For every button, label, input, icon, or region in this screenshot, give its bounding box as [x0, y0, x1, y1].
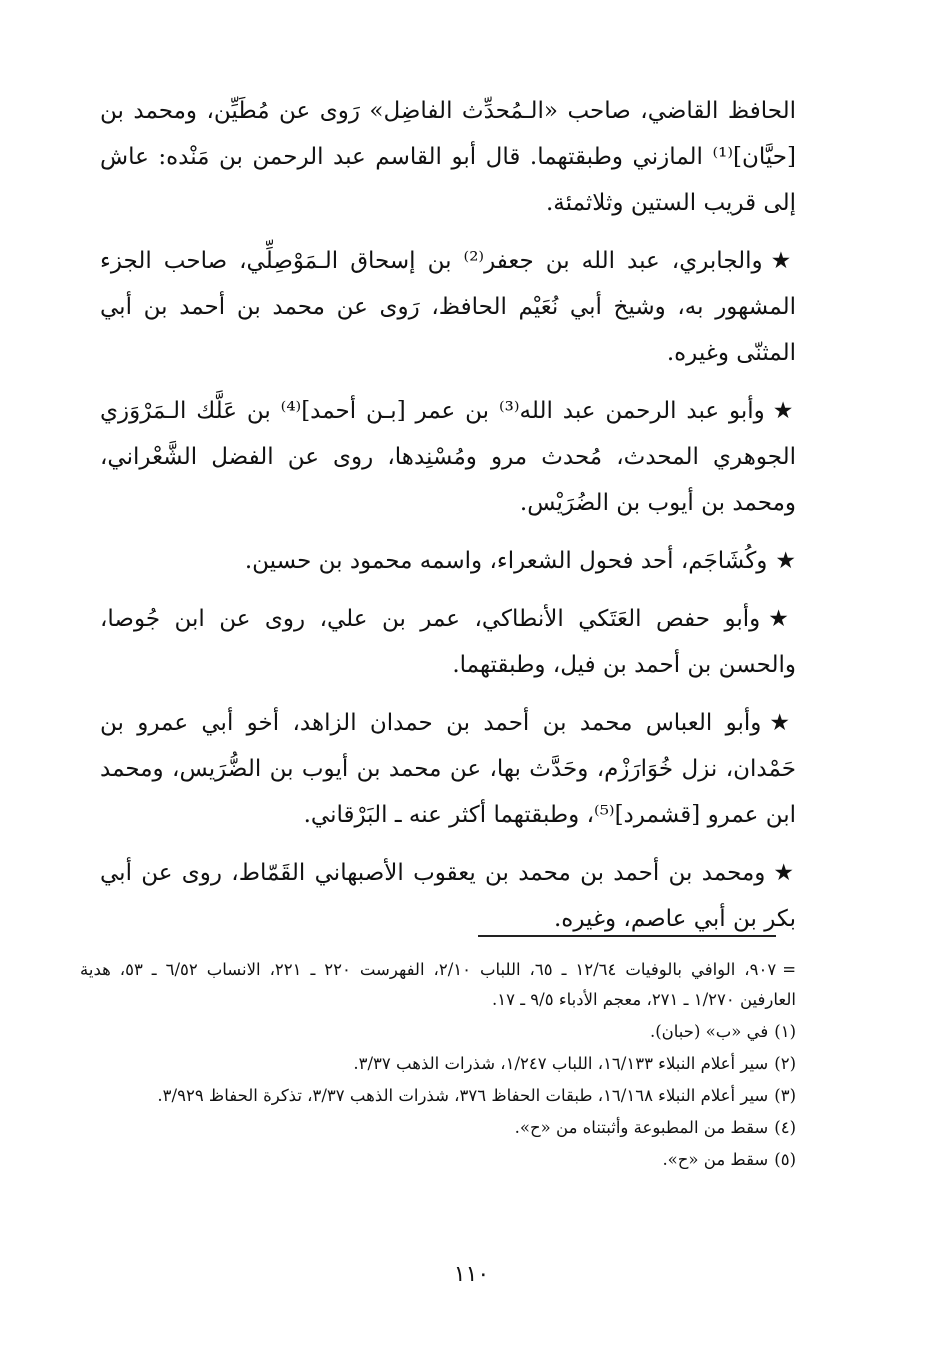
footnote-1: [80, 1017, 796, 1047]
footnote-mark: (١): [774, 1022, 796, 1041]
footnote-text: سير أعلام النبلاء ١٦/١٣٣، اللباب ١/٢٤٧، شذرات الذهب ٣/٣٧.: [353, 1054, 769, 1073]
footnote-continuation: [80, 955, 796, 1015]
paragraph-text: ومحمد بن أحمد بن محمد بن يعقوب الأصبهاني القَمّاط، روى عن أبي بكر بن أبي عاصم، وغيره.: [100, 860, 796, 932]
footnote-text: ٩٠٧، الوافي بالوفيات ١٢/٦٤ ـ ٦٥، اللباب ٢/١٠، الفهرست ٢٢٠ ـ ٢٢١، الانساب ٦/٥٢ ـ ٥٣، هدية العارفين ١/٢٧٠ ـ ٢٧١، معجم الأدباء ٩/٥ ـ ١٧.: [80, 960, 796, 1009]
star-icon: ★: [768, 606, 797, 632]
entry-jabiri: [100, 238, 796, 376]
footnote-5: [80, 1145, 796, 1175]
footnote-mark: =: [782, 960, 797, 979]
star-icon: ★: [772, 398, 796, 424]
paragraph-text: والجابري، عبد الله بن جعفر⁽²⁾ بن إسحاق الـمَوْصِلِّي، صاحب الجزء المشهور به، وشيخ أبي نُعَيْم الحافظ، رَوى عن محمد بن أحمد بن أبي المثنّى وغيره.: [100, 248, 796, 366]
footnote-text: في «ب» (حبان).: [649, 1022, 769, 1041]
paragraph-text: وكُشَاجَم، أحد فحول الشعراء، واسمه محمود بن حسين.: [244, 548, 768, 574]
footnote-text: سقط من «ح».: [662, 1150, 769, 1169]
footnote-text: سير أعلام النبلاء ١٦/١٦٨، طبقات الحفاظ ٣٧٦، شذرات الذهب ٣/٣٧، تذكرة الحفاظ ٣/٩٢٩.: [157, 1086, 769, 1105]
footnote-2: [80, 1049, 796, 1079]
footnote-mark: (٢): [774, 1054, 796, 1073]
footnotes: [80, 955, 796, 1177]
footnote-4: [80, 1113, 796, 1143]
main-text: [100, 88, 796, 954]
footnote-mark: (٣): [774, 1086, 796, 1105]
footnote-mark: (٤): [774, 1118, 796, 1137]
paragraph-text: وأبو حفص العَتَكي الأنطاكي، عمر بن علي، روى عن ابن جُوصا، والحسن بن أحمد بن فيل، وطبقتهما.: [100, 606, 796, 678]
page-number: ١١٠: [453, 1262, 490, 1287]
entry-kushajim: [100, 538, 796, 584]
footnote-mark: (٥): [774, 1150, 796, 1169]
star-icon: ★: [769, 710, 796, 736]
star-icon: ★: [770, 248, 797, 274]
paragraph-text: وأبو العباس محمد بن أحمد بن حمدان الزاهد، أخو أبي عمرو بن حَمْدان، نزل خُوَارَزْم، وحَدَّث بها، عن محمد بن أيوب بن الضُّرَيس، ومحمد ابن عمرو [قشمرد]⁽⁵⁾، وطبقتهما أكثر عنه ـ البَرْقاني.: [100, 710, 796, 828]
star-icon: ★: [775, 548, 796, 574]
entry-abu-al-abbas: [100, 700, 796, 838]
entry-qammat: [100, 850, 796, 942]
footnote-text: سقط من المطبوعة وأثبتناه من «ح».: [514, 1118, 769, 1137]
entry-abu-abd-al-rahman: [100, 388, 796, 526]
entry-abu-hafs: [100, 596, 796, 688]
paragraph-text: الحافظ القاضي، صاحب «الـمُحدِّث الفاضِل» رَوى عن مُطَيِّن، ومحمد بن [حيَّان]⁽¹⁾ المازني وطبقتهما. قال أبو القاسم عبد الرحمن بن مَنْده: عاش إلى قريب الستين وثلاثمئة.: [100, 98, 796, 216]
footnote-divider: [478, 935, 776, 937]
paragraph-continuation: [100, 88, 796, 226]
paragraph-text: وأبو عبد الرحمن عبد الله⁽³⁾ بن عمر [بـن أحمد]⁽⁴⁾ بن عَلَّك الـمَرْوَزي الجوهري المحدث، مُحدث مرو ومُسْنِدها، روى عن الفضل الشَّعْراني، ومحمد بن أيوب بن الضُرَيْس.: [100, 398, 796, 516]
star-icon: ★: [773, 860, 796, 886]
footnote-3: [80, 1081, 796, 1111]
